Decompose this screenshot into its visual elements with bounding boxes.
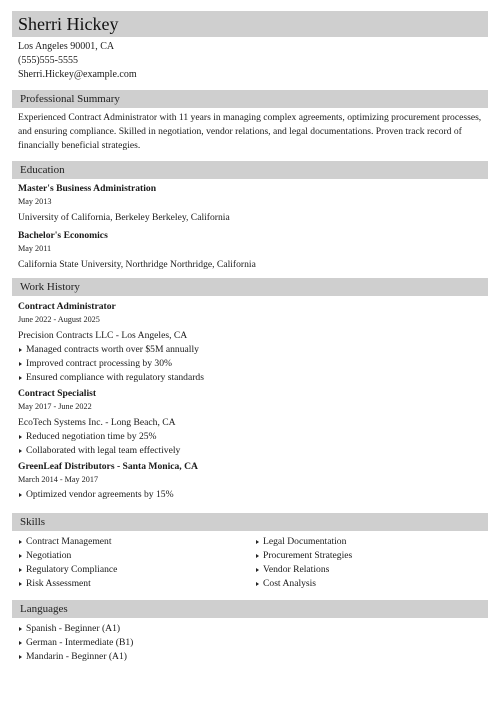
bullet-item: Reduced negotiation time by 25% bbox=[18, 430, 482, 444]
job-company: Precision Contracts LLC - Los Angeles, CA bbox=[18, 330, 188, 341]
address: Los Angeles 90001, CA bbox=[18, 41, 115, 52]
job-title: Contract Administrator bbox=[18, 301, 116, 312]
skill-item: Vendor Relations bbox=[255, 563, 482, 577]
summary-text: Experienced Contract Administrator with 11 years in managing complex agreements, optimizing procurement processes, and ensuring compliance. Skilled in negotiation, vendor relations, and legal documentations. Proven track record of financially beneficial strategies. bbox=[18, 112, 482, 151]
work-list bbox=[18, 300, 482, 502]
skill-item: Regulatory Compliance bbox=[18, 563, 255, 577]
education-item bbox=[18, 182, 482, 225]
languages-heading-bar bbox=[12, 600, 488, 618]
education-heading: Education bbox=[20, 164, 65, 176]
skills-column-right bbox=[255, 535, 482, 591]
language-item: Spanish - Beginner (A1) bbox=[18, 622, 482, 636]
work-heading-bar bbox=[12, 278, 488, 296]
job-title: GreenLeaf Distributors - Santa Monica, CA bbox=[18, 461, 198, 472]
education-date: May 2013 bbox=[18, 197, 52, 206]
bullet-item: Managed contracts worth over $5M annually bbox=[18, 343, 482, 357]
job-date: May 2017 - June 2022 bbox=[18, 402, 92, 411]
education-item bbox=[18, 229, 482, 272]
job-item bbox=[18, 387, 482, 458]
degree: Master's Business Administration bbox=[18, 183, 157, 194]
education-date: May 2011 bbox=[18, 244, 52, 253]
languages-list bbox=[18, 622, 482, 664]
education-list bbox=[18, 182, 482, 272]
email: Sherri.Hickey@example.com bbox=[18, 69, 137, 80]
job-item bbox=[18, 300, 482, 385]
skill-item: Risk Assessment bbox=[18, 577, 255, 591]
bullet-item: Optimized vendor agreements by 15% bbox=[18, 488, 482, 502]
job-date: March 2014 - May 2017 bbox=[18, 475, 99, 484]
school: University of California, Berkeley Berkeley, California bbox=[18, 212, 230, 223]
skill-item: Legal Documentation bbox=[255, 535, 482, 549]
job-bullets bbox=[18, 488, 482, 502]
summary-heading-bar bbox=[12, 90, 488, 108]
skills-heading: Skills bbox=[20, 516, 46, 528]
job-item bbox=[18, 460, 482, 502]
skill-item: Cost Analysis bbox=[255, 577, 482, 591]
language-item: Mandarin - Beginner (A1) bbox=[18, 650, 482, 664]
bullet-item: Improved contract processing by 30% bbox=[18, 357, 482, 371]
job-bullets bbox=[18, 343, 482, 385]
phone: (555)555-5555 bbox=[18, 55, 78, 66]
language-items bbox=[18, 622, 482, 664]
skill-item: Negotiation bbox=[18, 549, 255, 563]
skill-item: Procurement Strategies bbox=[255, 549, 482, 563]
contact-info bbox=[18, 40, 137, 82]
bullet-item: Collaborated with legal team effectively bbox=[18, 444, 482, 458]
education-heading-bar bbox=[12, 161, 488, 179]
language-item: German - Intermediate (B1) bbox=[18, 636, 482, 650]
job-date: June 2022 - August 2025 bbox=[18, 315, 100, 324]
bullet-item: Ensured compliance with regulatory standards bbox=[18, 371, 482, 385]
job-bullets bbox=[18, 430, 482, 458]
skills-list bbox=[18, 535, 482, 591]
skills-column-left bbox=[18, 535, 255, 591]
work-heading: Work History bbox=[20, 281, 80, 293]
job-company: EcoTech Systems Inc. - Long Beach, CA bbox=[18, 417, 176, 428]
degree: Bachelor's Economics bbox=[18, 230, 108, 241]
skill-item: Contract Management bbox=[18, 535, 255, 549]
candidate-name: Sherri Hickey bbox=[18, 13, 119, 34]
skills-heading-bar bbox=[12, 513, 488, 531]
name-header bbox=[12, 11, 488, 37]
languages-heading: Languages bbox=[20, 603, 68, 615]
summary-heading: Professional Summary bbox=[20, 93, 120, 105]
school: California State University, Northridge Northridge, California bbox=[18, 259, 256, 270]
job-title: Contract Specialist bbox=[18, 388, 97, 399]
